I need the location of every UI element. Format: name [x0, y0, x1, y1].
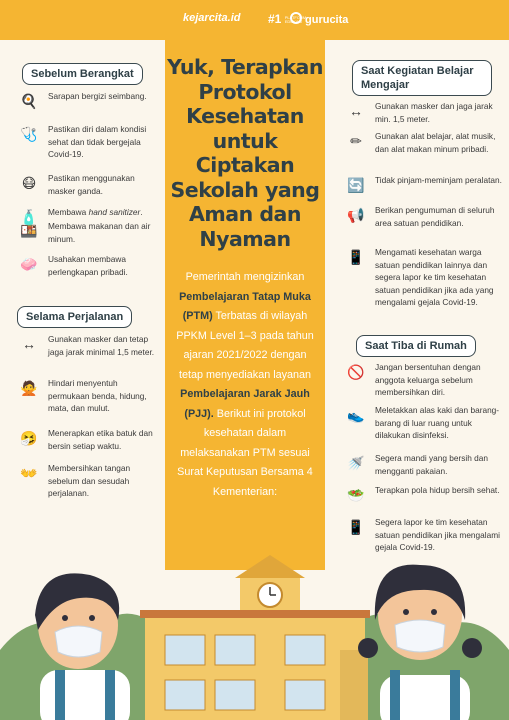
- list-item: 🍳 Sarapan bergizi seimbang.: [18, 90, 158, 112]
- sanitizer-icon: 🧴: [20, 209, 38, 225]
- stationery-icon: ✏: [350, 133, 362, 149]
- cough-icon: 🤧: [20, 430, 38, 446]
- list-item: 🥗 Terapkan pola hidup bersih sehat.: [345, 484, 503, 506]
- list-item: ✏ Gunakan alat belajar, alat musik, dan alat makan minum pribadi.: [345, 130, 503, 155]
- list-item: 😷 Pastikan menggunakan masker ganda.: [18, 172, 158, 197]
- list-item: 📱 Mengamati kesehatan warga satuan pendidikan lainnya dan segera lapor ke tim kesehatan satuan pendidikan jika ada yang mengalami gejala Covid-19.: [345, 246, 503, 309]
- gurucita-logo: gurucita: [290, 12, 348, 26]
- list-item: 📱 Segera lapor ke tim kesehatan satuan pendidikan jika mengalami gejala Covid-19.: [345, 516, 503, 554]
- list-item: 🤧 Menerapkan etika batuk dan bersin setiap waktu.: [18, 427, 158, 452]
- section-title-selama-perjalanan: Selama Perjalanan: [17, 306, 132, 328]
- toiletries-icon: 🧼: [20, 256, 38, 272]
- list-item: 🚫 Jangan bersentuhan dengan anggota keluarga sebelum membersihkan diri.: [345, 361, 503, 399]
- list-item: 👐 Membersihkan tangan sebelum dan sesudah perjalanan.: [18, 462, 158, 500]
- hand-wash-icon: 👐: [20, 465, 38, 481]
- no-touch-icon: 🙅: [20, 380, 38, 396]
- section-title-sebelum-berangkat: Sebelum Berangkat: [22, 63, 143, 85]
- intro-paragraph: Pemerintah mengizinkan Pembelajaran Tatap Muka (PTM) Terbatas di wilayah PPKM Level 1–3 pada tahun ajaran 2021/2022 dengan tetap menyediakan layanan Pembelajaran Jarak Jauh (PJJ). Berikut ini protokol kesehatan dalam melaksanakan PTM sesuai Surat Keputusan Bersama 4 Kementerian:: [176, 271, 314, 498]
- list-item: 🧴 Membawa hand sanitizer.: [18, 206, 158, 228]
- health-check-icon: 🩺: [20, 126, 38, 142]
- no-contact-icon: 🚫: [347, 364, 365, 380]
- phone-report-icon: 📱: [347, 519, 365, 535]
- header-bar: [0, 0, 509, 40]
- phone-report-icon: 📱: [347, 249, 365, 265]
- shower-icon: 🚿: [347, 455, 365, 471]
- distance-icon: ↔: [22, 336, 36, 352]
- kejarcita-logo: kejarcita.id: [183, 12, 241, 24]
- section-title-saat-kegiatan-belajar: Saat Kegiatan Belajar Mengajar: [352, 60, 492, 96]
- shoes-icon: 👟: [347, 407, 365, 423]
- healthy-food-icon: 🥗: [347, 487, 365, 503]
- distance-icon: ↔: [349, 103, 363, 119]
- section-title-saat-tiba-di-rumah: Saat Tiba di Rumah: [356, 335, 476, 357]
- list-item: 🍱 Membawa makanan dan air minum.: [18, 220, 158, 245]
- list-item: 🩺 Pastikan diri dalam kondisi sehat dan tidak bergejala Covid-19.: [18, 123, 158, 161]
- no-share-icon: 🔄: [347, 177, 365, 193]
- list-item: 🔄 Tidak pinjam-meminjam peralatan.: [345, 174, 503, 196]
- school-building: [140, 555, 370, 720]
- list-item: 🧼 Usahakan membawa perlengkapan pribadi.: [18, 253, 158, 278]
- page-title: Yuk, Terapkan Protokol Kesehatan untuk Ciptakan Sekolah yang Aman dan Nyaman: [167, 55, 323, 251]
- mask-icon: 😷: [21, 175, 37, 191]
- school-illustration: [0, 520, 509, 720]
- lunch-icon: 🍱: [20, 223, 38, 239]
- list-item: 🚿 Segera mandi yang bersih dan mengganti pakaian.: [345, 452, 503, 477]
- list-item: 👟 Meletakkan alas kaki dan barang-barang di luar ruang untuk dilakukan disinfeksi.: [345, 404, 503, 442]
- tagline-logo: #1 PLATFORM EDUKASI: [268, 12, 307, 26]
- list-item: 📢 Berikan pengumuman di seluruh area satuan pendidikan.: [345, 204, 503, 229]
- announcement-icon: 📢: [347, 207, 365, 223]
- list-item: ↔ Gunakan masker dan tetap jaga jarak minimal 1,5 meter.: [18, 333, 158, 358]
- food-icon: 🍳: [20, 93, 38, 109]
- list-item: 🙅 Hindari menyentuh permukaan benda, hidung, mata, dan mulut.: [18, 377, 158, 415]
- list-item: ↔ Gunakan masker dan jaga jarak min. 1,5 meter.: [345, 100, 503, 125]
